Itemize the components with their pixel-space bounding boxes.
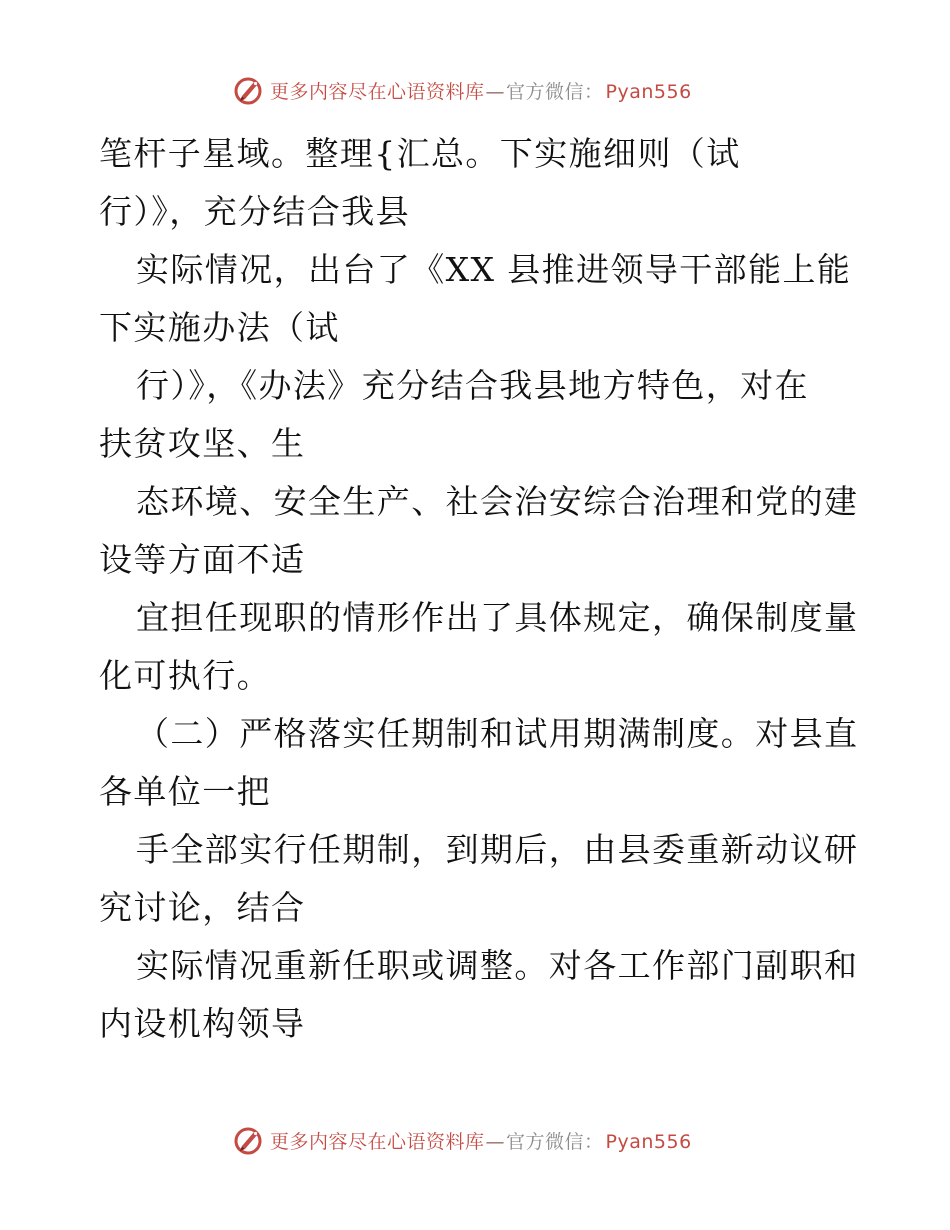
- body-line: 宜担任现职的情形作出了具体规定，确保制度量: [136, 598, 859, 637]
- body-line: 各单位一把: [99, 772, 271, 811]
- body-line: 设等方面不适: [99, 540, 306, 579]
- watermark-prefix: 更多内容尽在心语资料库: [270, 80, 485, 103]
- body-line: （二）严格落实任期制和试用期满制度。对县直: [136, 714, 859, 753]
- watermark-prefix: 更多内容尽在心语资料库: [270, 1130, 485, 1153]
- body-line: 笔杆子星域。整理{汇总。下实施细则（试: [99, 134, 741, 173]
- body-line: 化可执行。: [99, 656, 271, 695]
- body-line: 实际情况，出台了《XX 县推进领导干部能上能: [136, 250, 852, 289]
- body-line: 行）》，《办法》充分结合我县地方特色，对在: [136, 366, 809, 405]
- pen-nib-logo-icon: [232, 74, 264, 106]
- watermark-wechat-label: 官方微信：: [506, 1130, 604, 1153]
- watermark-wechat-id: Pyan556: [605, 80, 692, 103]
- body-line: 行）》，充分结合我县: [99, 192, 410, 231]
- document-body: [99, 125, 869, 1053]
- body-line: 扶贫攻坚、生: [99, 424, 306, 463]
- watermark-text: [270, 1127, 692, 1154]
- body-line: 下实施办法（试: [99, 308, 340, 347]
- watermark-dash: —: [485, 1130, 506, 1153]
- header-watermark: [232, 73, 712, 107]
- watermark-text: [270, 77, 692, 104]
- body-line: 究讨论，结合: [99, 888, 306, 927]
- body-line: 实际情况重新任职或调整。对各工作部门副职和: [136, 946, 859, 985]
- watermark-wechat-id: Pyan556: [605, 1130, 692, 1153]
- footer-watermark: [232, 1123, 712, 1157]
- body-line: 内设机构领导: [99, 1004, 306, 1043]
- body-line: 手全部实行任期制，到期后，由县委重新动议研: [136, 830, 859, 869]
- pen-nib-logo-icon: [232, 1124, 264, 1156]
- watermark-wechat-label: 官方微信：: [506, 80, 604, 103]
- watermark-dash: —: [485, 80, 506, 103]
- body-line: 态环境、安全生产、社会治安综合治理和党的建: [136, 482, 859, 521]
